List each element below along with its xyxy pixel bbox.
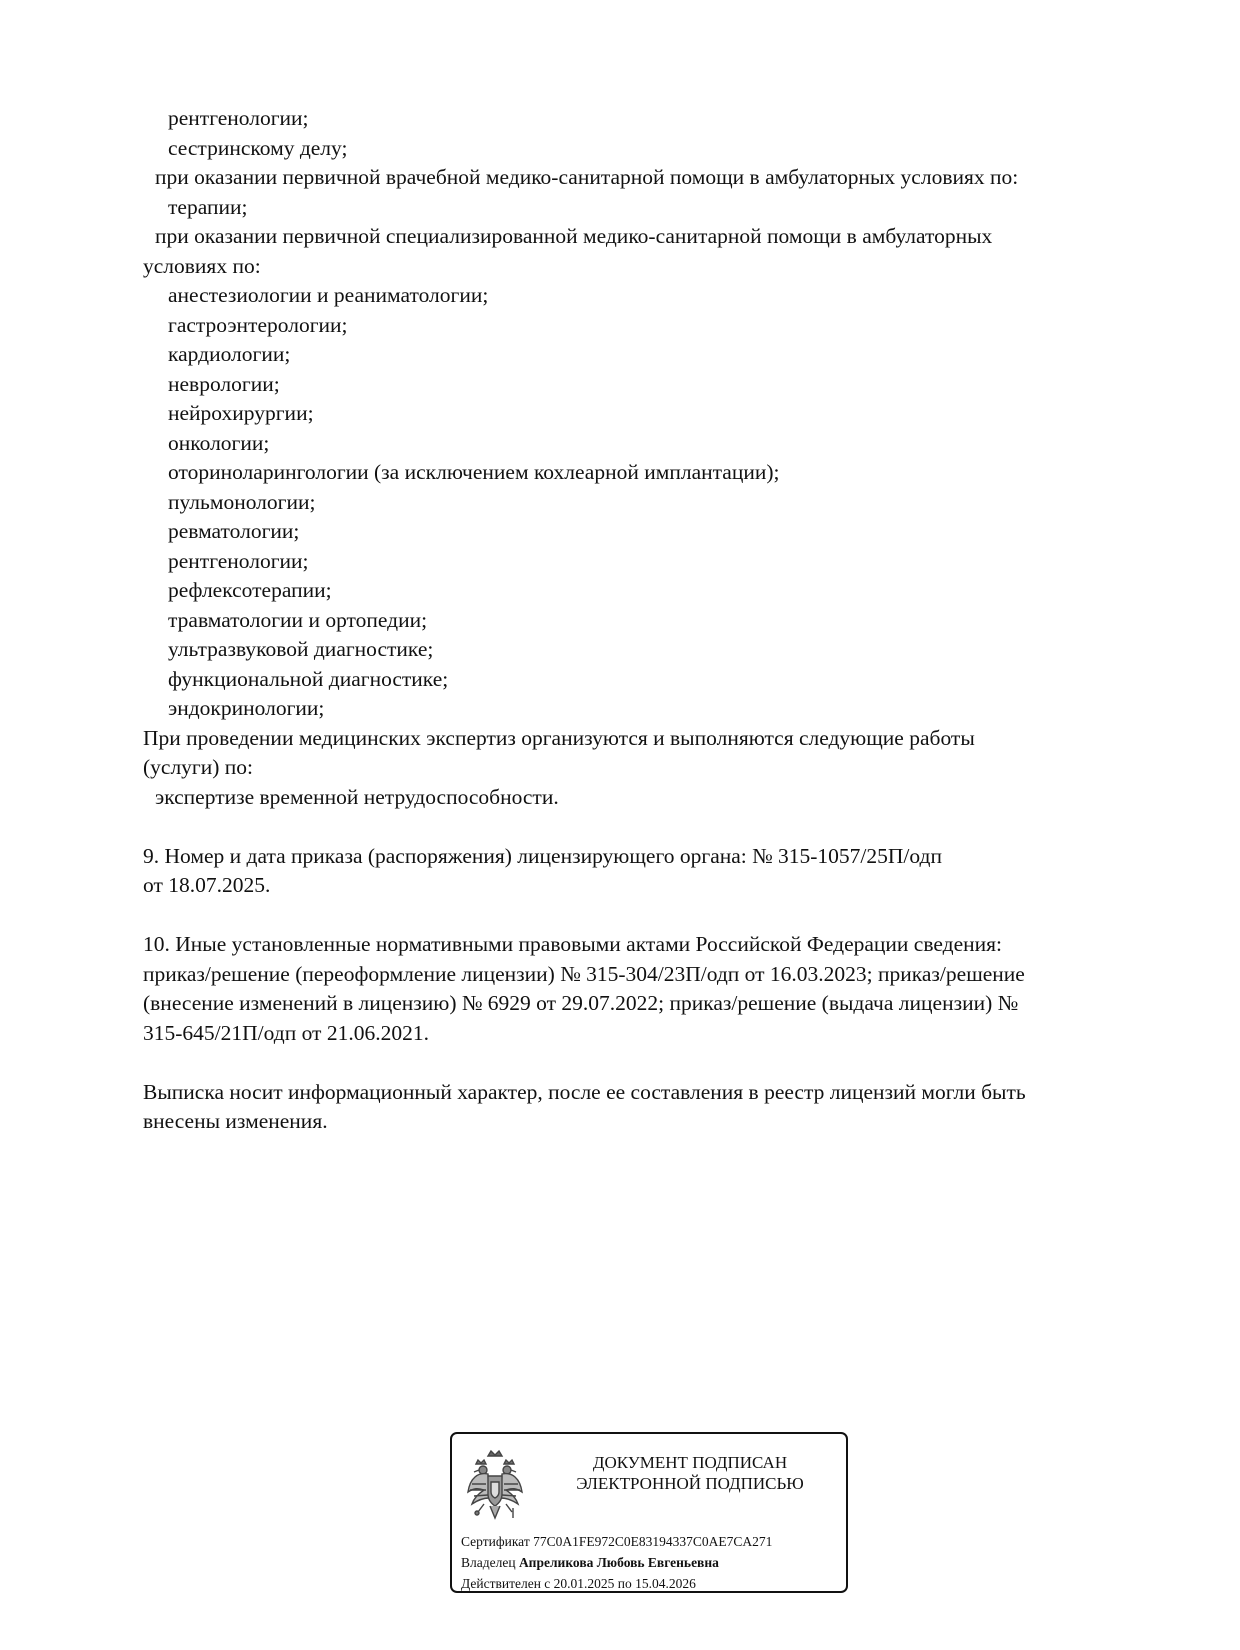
text-line: при оказании первичной специализированной медико-санитарной помощи в амбулаторных (155, 224, 993, 248)
text-line: нейрохирургии; (168, 401, 314, 425)
certificate-label: Сертификат (461, 1534, 530, 1549)
text-line: анестезиологии и реаниматологии; (168, 283, 489, 307)
text-line: онкологии; (168, 430, 270, 455)
signature-title-line2: ЭЛЕКТРОННОЙ ПОДПИСЬЮ (576, 1474, 804, 1493)
text-line: пульмонологии; (168, 489, 316, 514)
signature-details (461, 1531, 772, 1594)
text-line: терапии; (168, 194, 248, 219)
text-line: при оказании первичной врачебной медико-санитарной помощи в амбулаторных условиях по: (155, 165, 1019, 189)
text-line: Выписка носит информационный характер, после ее составления в реестр лицензий могли быть (143, 1079, 1026, 1104)
text-line: 315-645/21П/одп от 21.06.2021. (143, 1020, 429, 1045)
electronic-signature-stamp (450, 1432, 848, 1593)
text-line: рентгенологии; (168, 106, 309, 130)
text-line: условиях по: (143, 253, 261, 278)
certificate-value: 77C0A1FE972C0E83194337C0AE7CA271 (533, 1534, 773, 1549)
certificate-line (461, 1531, 772, 1552)
text-line: травматологии и ортопедии; (168, 607, 428, 632)
text-line: экспертизе временной нетрудоспособности. (155, 784, 559, 809)
document-body (143, 104, 1143, 1137)
validity-line: Действителен с 20.01.2025 по 15.04.2026 (461, 1576, 696, 1591)
text-line: сестринскому делу; (168, 135, 348, 160)
owner-value: Апреликова Любовь Евгеньевна (518, 1555, 719, 1570)
text-line: внесены изменения. (143, 1109, 328, 1133)
text-line: эндокринологии; (168, 696, 325, 720)
text-line: При проведении медицинских экспертиз организуются и выполняются следующие работы (143, 725, 975, 750)
text-line: от 18.07.2025. (143, 873, 271, 897)
owner-label: Владелец (461, 1555, 516, 1570)
blank-line (143, 901, 1143, 931)
text-line: функциональной диагностике; (168, 666, 449, 691)
russian-double-headed-eagle-icon (464, 1448, 526, 1524)
text-line: ревматологии; (168, 519, 300, 543)
text-line: гастроэнтерологии; (168, 312, 348, 337)
text-line: 10. Иные установленные нормативными правовыми актами Российской Федерации сведения: (143, 932, 1002, 956)
text-line: приказ/решение (переоформление лицензии) № 315-304/23П/одп от 16.03.2023; приказ/решение (143, 961, 1025, 986)
text-line: (услуги) по: (143, 755, 254, 779)
owner-line (461, 1552, 772, 1573)
blank-line (143, 1048, 1143, 1078)
text-line: кардиологии; (168, 342, 291, 366)
signature-title-line1: ДОКУМЕНТ ПОДПИСАН (592, 1453, 788, 1472)
text-line: неврологии; (168, 371, 280, 396)
text-line: рентгенологии; (168, 548, 309, 573)
text-line: 9. Номер и дата приказа (распоряжения) лицензирующего органа: № 315-1057/25П/одп (143, 843, 942, 868)
text-line: рефлексотерапии; (168, 578, 332, 602)
text-line: (внесение изменений в лицензию) № 6929 от 29.07.2022; приказ/решение (выдача лицензии) № (143, 991, 1019, 1015)
text-line: оториноларингологии (за исключением кохлеарной имплантации); (168, 460, 780, 484)
blank-line (143, 812, 1143, 842)
text-line: ультразвуковой диагностике; (168, 637, 434, 661)
signature-title (542, 1452, 838, 1494)
